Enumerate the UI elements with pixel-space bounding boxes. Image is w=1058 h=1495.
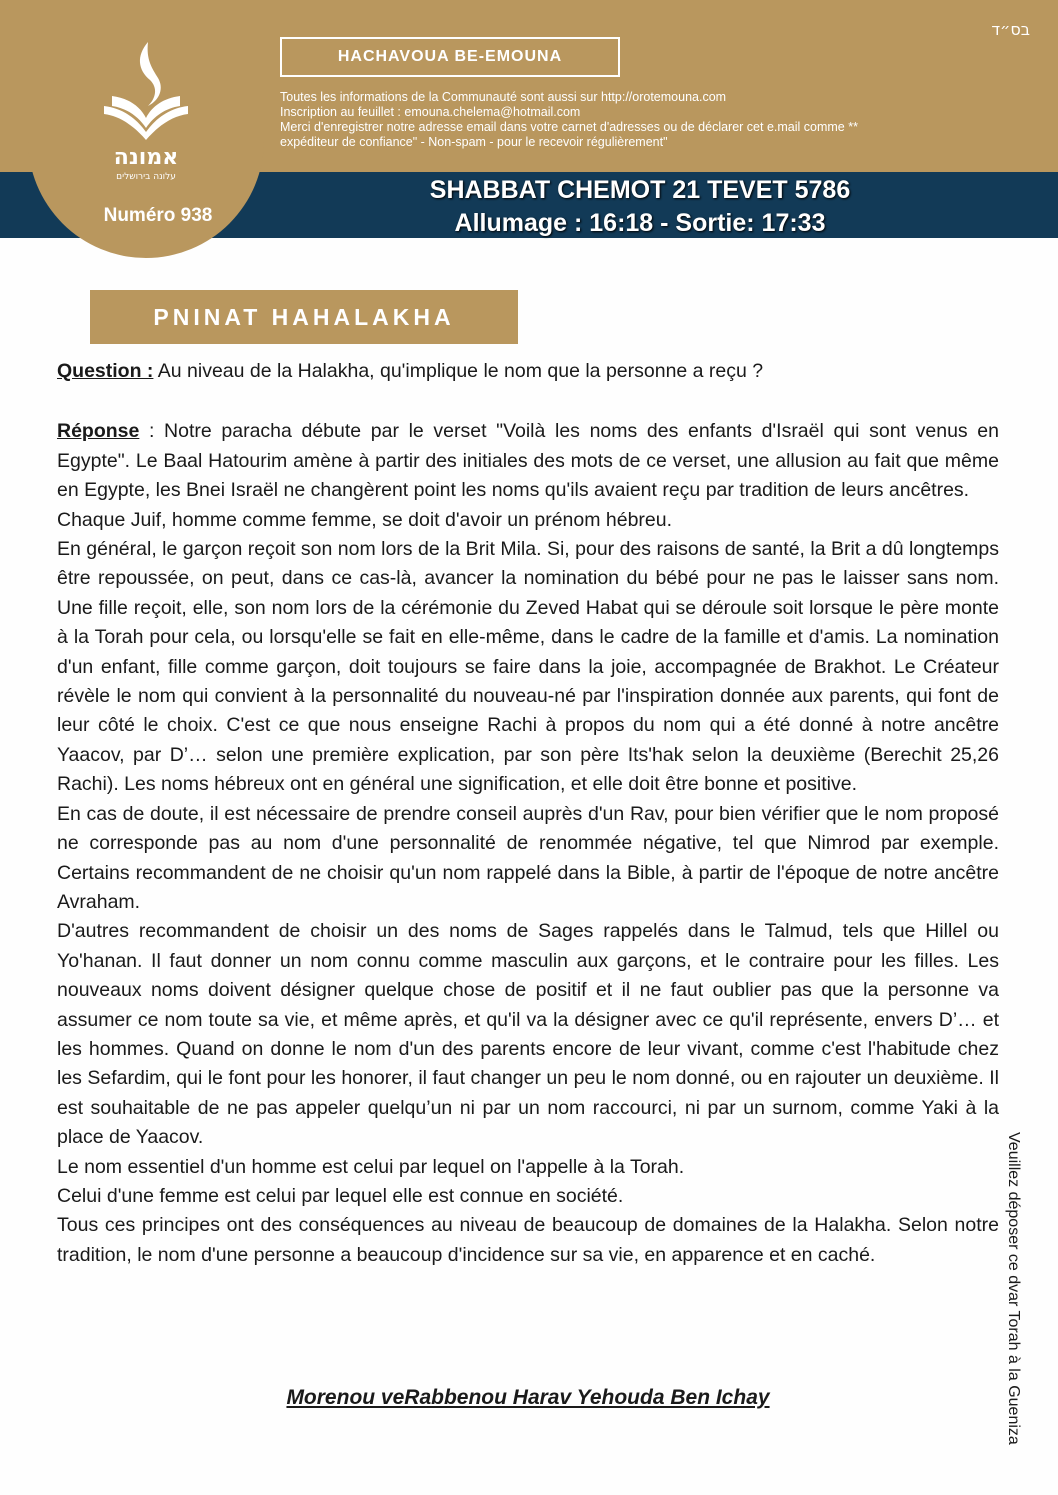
shabbat-info [360, 174, 920, 240]
question-label: Question : [57, 360, 154, 382]
question [57, 357, 999, 386]
paragraph: En cas de doute, il est nécessaire de prendre conseil auprès d'un Rav, pour bien vérifier que le nom proposé ne corresponde pas au nom d'une personnalité de renommée négative, tel que Nimrod par exemple. Certains recommandent de ne choisir qu'un nom rappelé dans la Bible, à partir de l'époque de notre ancêtre Avraham. [57, 802, 999, 913]
answer-label: Réponse [57, 420, 140, 443]
paragraph: Le nom essentiel d'un homme est celui par lequel on l'appelle à la Torah. [57, 1155, 685, 1178]
newsletter-title: HACHAVOUA BE-EMOUNA [280, 37, 620, 77]
paragraph: Tous ces principes ont des conséquences au niveau de beaucoup de domaines de la Halakha. Selon notre tradition, le nom d'une personne a beaucoup d'incidence sur sa vie, en apparence et en caché. [57, 1214, 999, 1266]
bsd-mark: בס״ד [991, 20, 1030, 39]
paragraph: Chaque Juif, homme comme femme, se doit d'avoir un prénom hébreu. [57, 508, 673, 531]
emouna-logo-icon [98, 36, 194, 186]
svg-text:עלונה בירושלים: עלונה בירושלים [116, 172, 176, 182]
answer-intro [57, 417, 999, 505]
question-text: Au niveau de la Halakha, qu'implique le nom que la personne a reçu ? [153, 360, 764, 382]
paragraph: Celui d'une femme est celui par lequel elle est connue en société. [57, 1184, 624, 1207]
issue-number: Numéro 938 [103, 205, 213, 226]
side-note-text: Veuillez déposer ce dvar Torah à la Guenizа [1005, 1132, 1022, 1445]
paragraph: En général, le garçon reçoit son nom lors de la Brit Mila. Si, pour des raisons de santé, la Brit a dû longtemps être repoussée, on peut, dans ce cas-là, avancer la nomination du bébé pour ne pas le laisser sans nom. Une fille reçoit, elle, son nom lors de la cérémonie du Zeved Habat qui se déroule soit lorsque le père monte à la Torah pour cela, ou lorsqu'elle se fait en elle-même, dans le cadre de la famille et d'amis. La nomination d'un enfant, fille comme garçon, doit toujours se faire dans la joie, accompagnée de Brakhot. Le Créateur révèle le nom qui convient à la personnalité du nouveau-né par l'inspiration donnée aux parents, qui font de leur côté le choix. C'est ce que nous enseigne Rachi à propos du nom qui a été donné à notre ancêtre Yaacov, par D’… selon une première explication, par son père Its'hak selon la deuxième (Berechit 25,26 Rachi). Les noms hébreux ont en général une signification, et elle doit être bonne et positive. [57, 538, 999, 796]
svg-text:אמונה: אמונה [113, 145, 179, 170]
community-info [280, 90, 940, 150]
info-line: expéditeur de confiance" - Non-spam - pour le recevoir régulièrement" [280, 135, 668, 149]
info-line: Merci d'enregistrer notre adresse email dans votre carnet d'adresses ou de déclarer cet e.mail comme ** [280, 120, 858, 134]
info-line: Toutes les informations de la Communauté sont aussi sur http://orotemouna.com [280, 90, 727, 104]
side-note [1005, 1132, 1046, 1478]
section-title: PNINAT HAHALAKHA [90, 290, 518, 344]
answer-text: : Notre paracha débute par le verset "Voilà les noms des enfants d'Israël qui sont venus en Egypte". Le Baal Hatourim amène à partir des initiales des mots de ce verset, une allusion au fait que même en Egypte, les Bnei Israël ne changèrent point les noms qu'ils avaient reçu par tradition de leurs ancêtres. [57, 420, 999, 502]
shabbat-title: SHABBAT CHEMOT 21 TEVET 5786 [429, 176, 851, 204]
info-line: Inscription au feuillet : emouna.chelema@hotmail.com [280, 105, 581, 119]
paragraph: D'autres recommandent de choisir un des noms de Sages rappelés dans le Talmud, tels que Hillel ou Yo'hanan. Il faut donner un nom connu comme masculin aux garçons, et le contraire pour les filles. Les nouveaux noms doivent désigner quelque chose de positif et il ne faut oublier pas que la personne va assumer ce nom toute sa vie, et même après, et qu'il va la désigner avec ce qu'il représente, envers D’… et les hommes. Quand on donne le nom d'un des parents encore de leur vivant, comme c'est l'habitude chez les Sefardim, qui le font pour les honorer, il faut changer un peu le nom donné, ou en rajouter un deuxième. Il est souhaitable de ne pas appeler quelqu’un ni par un nom raccourci, ni par un surnom, comme Yaki à la place de Yaacov. [57, 920, 999, 1149]
article-body [57, 357, 999, 1270]
shabbat-times: Allumage : 16:18 - Sortie: 17:33 [454, 209, 826, 237]
author-signature: Morenou veRabbenou Harav Yehouda Ben Ichay [286, 1386, 770, 1409]
